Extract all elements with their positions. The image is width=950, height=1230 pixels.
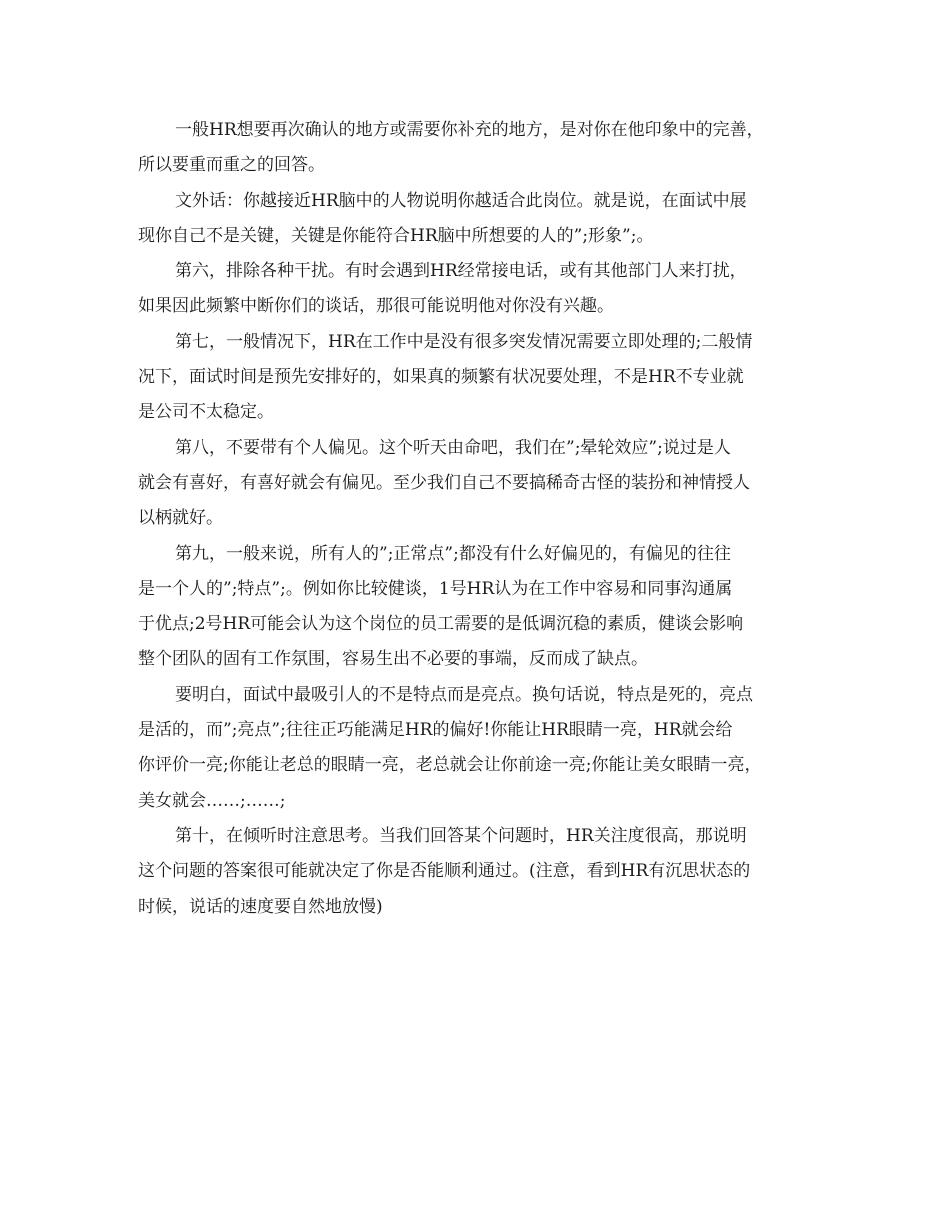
paragraph-7: [138, 678, 818, 819]
text-line: 第九，一般来说，所有人的”;正常点”;都没有什么好偏见的，有偏见的往往: [175, 543, 731, 564]
text-line: 是活的，而”;亮点”;往往正巧能满足HR的偏好!你能让HR眼睛一亮，HR就会给: [138, 720, 733, 741]
paragraph-8: [138, 819, 818, 925]
paragraph-2: [138, 184, 818, 255]
text-line: 第十，在倾听时注意思考。当我们回答某个问题时，HR关注度很高，那说明: [175, 825, 747, 846]
paragraph-3: [138, 254, 818, 325]
text-line: 你评价一亮;你能让老总的眼睛一亮，老总就会让你前途一亮;你能让美女眼睛一亮，: [138, 755, 762, 776]
text-line: 要明白，面试中最吸引人的不是特点而是亮点。换句话说，特点是死的，亮点: [175, 684, 753, 705]
text-line: 以柄就好。: [138, 508, 223, 529]
text-line: 所以要重而重之的回答。: [138, 155, 325, 176]
paragraph-4: [138, 325, 818, 431]
document-body: [138, 113, 818, 925]
text-line: 就会有喜好，有喜好就会有偏见。至少我们自己不要搞稀奇古怪的装扮和神情授人: [138, 472, 750, 493]
paragraph-5: [138, 431, 818, 537]
text-line: 如果因此频繁中断你们的谈话，那很可能说明他对你没有兴趣。: [138, 296, 614, 317]
text-line: 文外话：你越接近HR脑中的人物说明你越适合此岗位。就是说，在面试中展: [175, 190, 747, 211]
text-line: 时候，说话的速度要自然地放慢): [138, 896, 383, 917]
paragraph-1: [138, 113, 818, 184]
text-line: 第七，一般情况下，HR在工作中是没有很多突发情况需要立即处理的;二般情: [175, 331, 753, 352]
paragraph-6: [138, 537, 818, 678]
text-line: 一般HR想要再次确认的地方或需要你补充的地方，是对你在他印象中的完善，: [175, 120, 764, 140]
text-line: 美女就会……;……;: [138, 790, 286, 811]
text-line: 第六，排除各种干扰。有时会遇到HR经常接电话，或有其他部门人来打扰，: [175, 261, 747, 282]
text-line: 是一个人的”;特点”;。例如你比较健谈，1号HR认为在工作中容易和同事沟通属: [138, 578, 733, 599]
text-line: 整个团队的固有工作氛围，容易生出不必要的事端，反而成了缺点。: [138, 649, 648, 670]
text-line: 况下，面试时间是预先安排好的，如果真的频繁有状况要处理，不是HR不专业就: [138, 367, 744, 388]
text-line: 这个问题的答案很可能就决定了你是否能顺利通过。(注意，看到HR有沉思状态的: [138, 861, 751, 882]
text-line: 现你自己不是关键，关键是你能符合HR脑中所想要的人的”;形象”;。: [138, 225, 654, 246]
text-line: 是公司不太稳定。: [138, 402, 274, 423]
text-line: 于优点;2号HR可能会认为这个岗位的员工需要的是低调沉稳的素质，健谈会影响: [138, 614, 744, 635]
text-line: 第八，不要带有个人偏见。这个听天由命吧，我们在”;晕轮效应”;说过是人: [175, 437, 731, 458]
